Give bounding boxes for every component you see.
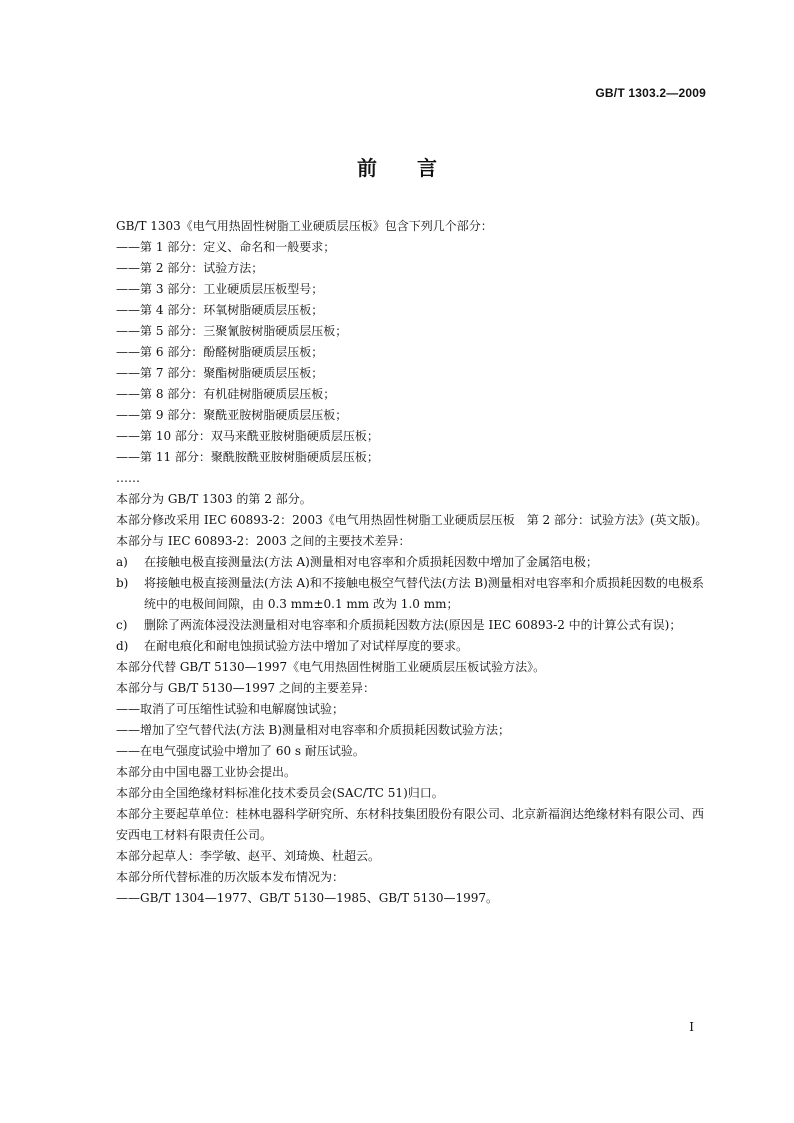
part-list-item: ——第 10 部分：双马来酰亚胺树脂硬质层压板； bbox=[116, 429, 379, 443]
part-list-item: ——第 5 部分：三聚氰胺树脂硬质层压板； bbox=[116, 324, 348, 338]
page-title bbox=[0, 152, 794, 181]
diff-item-label: d) bbox=[116, 639, 129, 653]
history-heading: 本部分所代替标准的历次版本发布情况为： bbox=[116, 870, 345, 884]
part-list-item: ——第 6 部分：酚醛树脂硬质层压板； bbox=[116, 345, 324, 359]
iec-diff-heading: 本部分与 IEC 60893-2：2003 之间的主要技术差异： bbox=[116, 534, 411, 548]
old-diff-item: ——在电气强度试验中增加了 60 s 耐压试验。 bbox=[116, 744, 365, 758]
diff-item-label: a) bbox=[116, 555, 128, 569]
intro-paragraph: GB/T 1303《电气用热固性树脂工业硬质层压板》包含下列几个部分： bbox=[116, 219, 493, 233]
diff-item-label: b) bbox=[116, 576, 129, 590]
standard-number: GB/T 1303.2—2009 bbox=[595, 86, 706, 100]
diff-item bbox=[90, 552, 708, 573]
diff-item-text: 将接触电极直接测量法(方法 A)和不接触电极空气替代法(方法 B)测量相对电容率和介质损耗因数的电极系统中的电极间间隙，由 0.3 mm±0.1 mm 改为 1.0 mm； bbox=[144, 576, 704, 611]
diff-item-text: 删除了两流体浸没法测量相对电容率和介质损耗因数方法(原因是 IEC 60893-2 中的计算公式有误)； bbox=[144, 618, 682, 632]
title-char-2: 言 bbox=[417, 156, 437, 180]
ellipsis: …… bbox=[116, 471, 140, 485]
modify-paragraph: 本部分修改采用 IEC 60893-2：2003《电气用热固性树脂工业硬质层压板 第 2 部分：试验方法》(英文版)。 bbox=[116, 513, 708, 527]
diff-item-label: c) bbox=[116, 618, 128, 632]
old-diff-heading: 本部分与 GB/T 5130—1997 之间的主要差异： bbox=[116, 681, 375, 695]
diff-item bbox=[90, 573, 708, 615]
title-char-1: 前 bbox=[357, 156, 377, 180]
page-number: I bbox=[689, 1020, 694, 1034]
part-list-item: ——第 11 部分：聚酰胺酰亚胺树脂硬质层压板； bbox=[116, 450, 379, 464]
part-of-paragraph: 本部分为 GB/T 1303 的第 2 部分。 bbox=[116, 492, 312, 506]
part-list-item: ——第 4 部分：环氧树脂硬质层压板； bbox=[116, 303, 324, 317]
diff-item bbox=[90, 636, 708, 657]
part-list-item: ——第 3 部分：工业硬质层压板型号； bbox=[116, 282, 324, 296]
diff-item-text: 在耐电痕化和耐电蚀损试验方法中增加了对试样厚度的要求。 bbox=[144, 639, 469, 653]
old-diff-item: ——取消了可压缩性试验和电解腐蚀试验； bbox=[116, 702, 345, 716]
replace-paragraph: 本部分代替 GB/T 5130—1997《电气用热固性树脂工业硬质层压板试验方法》。 bbox=[116, 660, 546, 674]
centralized-paragraph: 本部分由全国绝缘材料标准化技术委员会(SAC/TC 51)归口。 bbox=[116, 786, 444, 800]
part-list-item: ——第 8 部分：有机硅树脂硬质层压板； bbox=[116, 387, 336, 401]
diff-item bbox=[90, 615, 708, 636]
part-list-item: ——第 7 部分：聚酯树脂硬质层压板； bbox=[116, 366, 324, 380]
drafters-paragraph: 本部分起草人：李学敏、赵平、刘琦焕、杜超云。 bbox=[116, 849, 381, 863]
old-diff-item: ——增加了空气替代法(方法 B)测量相对电容率和介质损耗因数试验方法； bbox=[116, 723, 510, 737]
part-list-item: ——第 9 部分：聚酰亚胺树脂硬质层压板； bbox=[116, 408, 348, 422]
part-list-item: ——第 2 部分：试验方法； bbox=[116, 261, 264, 275]
foreword-body bbox=[90, 216, 708, 909]
part-list-item: ——第 1 部分：定义、命名和一般要求； bbox=[116, 240, 336, 254]
history-item: ——GB/T 1304—1977、GB/T 5130—1985、GB/T 5130—1997。 bbox=[116, 891, 499, 905]
proposed-paragraph: 本部分由中国电器工业协会提出。 bbox=[116, 765, 297, 779]
diff-item-text: 在接触电极直接测量法(方法 A)测量相对电容率和介质损耗因数中增加了金属箔电极； bbox=[144, 555, 598, 569]
drafting-units-paragraph: 本部分主要起草单位：桂林电器科学研究所、东材科技集团股份有限公司、北京新福润达绝缘材料有限公司、西安西电工材料有限责任公司。 bbox=[116, 807, 705, 842]
